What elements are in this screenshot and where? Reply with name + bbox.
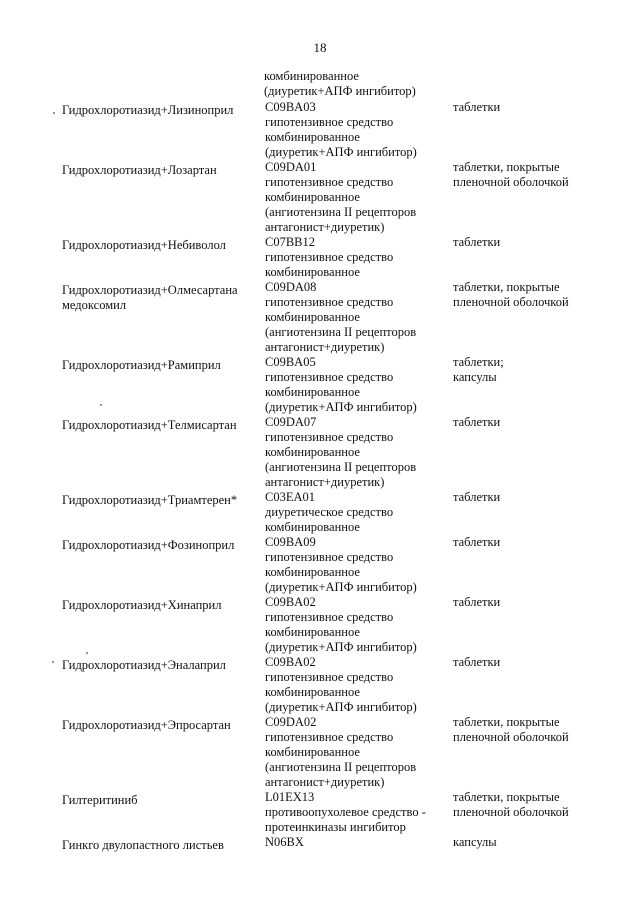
classification-line: (диуретик+АПФ ингибитор) [265,145,417,159]
atc-classification [265,355,455,415]
atc-code: L01EX13 [265,790,315,804]
drug-list [0,100,640,850]
scan-speck [86,652,88,654]
atc-classification [265,160,455,235]
dosage-form-line: таблетки, покрытые [453,160,560,174]
classification-line: комбинированное [265,310,360,324]
dosage-form-line: таблетки [453,655,501,669]
classification-line: гипотензивное средство [265,295,394,309]
page-number: 18 [313,40,327,55]
classification-line: гипотензивное средство [265,430,394,444]
classification-line: (ангиотензина II рецепторов [265,460,417,474]
dosage-form [453,790,623,820]
drug-name-line: медоксомил [62,298,127,312]
classification-line: диуретическое средство [265,505,394,519]
dosage-form [453,595,623,610]
atc-classification [265,835,455,850]
classification-line: комбинированное [265,565,360,579]
atc-code: C09BA02 [265,595,316,609]
classification-line: (ангиотензина II рецепторов [265,325,417,339]
drug-name [62,793,262,808]
drug-name [62,493,262,508]
drug-name-line: Гидрохлоротиазид+Триамтерен* [62,493,238,507]
drug-name-line: Гидрохлоротиазид+Эпросартан [62,718,231,732]
classification-line: (диуретик+АПФ ингибитор) [265,700,417,714]
classification-line: комбинированное [265,190,360,204]
scan-speck [52,661,54,663]
atc-code: C09DA01 [265,160,317,174]
drug-name [62,598,262,613]
dosage-form-line: пленочной оболочкой [453,730,569,744]
drug-name-line: Гидрохлоротиазид+Лизиноприл [62,103,234,117]
dosage-form [453,355,623,385]
scan-speck [53,112,55,114]
drug-name-line: Гинкго двулопастного листьев [62,838,224,852]
atc-classification [265,715,455,790]
dosage-form-line: таблетки; [453,355,504,369]
drug-name-line: Гидрохлоротиазид+Небиволол [62,238,226,252]
atc-code: C07BB12 [265,235,316,249]
drug-entry [0,790,640,835]
drug-entry [0,490,640,535]
drug-name [62,163,262,178]
classification-line: комбинированное [265,520,360,534]
dosage-form-line: капсулы [453,835,497,849]
atc-classification [265,790,455,835]
classification-line: протеинкиназы ингибитор [265,820,406,834]
atc-code: N06BX [265,835,304,849]
classification-line: гипотензивное средство [265,175,394,189]
scan-speck [100,404,102,406]
atc-code: C09BA02 [265,655,316,669]
dosage-form [453,490,623,505]
classification-line: гипотензивное средство [265,730,394,744]
classification-line: комбинированное [265,745,360,759]
classification-line: гипотензивное средство [265,550,394,564]
atc-classification [265,655,455,715]
classification-line: комбинированное [265,265,360,279]
drug-name-line: Гидрохлоротиазид+Эналаприл [62,658,226,672]
atc-classification [265,235,455,280]
drug-name-line: Гидрохлоротиазид+Олмесартана [62,283,238,297]
atc-classification [265,415,455,490]
atc-classification [265,280,455,355]
dosage-form-line: таблетки, покрытые [453,715,560,729]
drug-name-line: Гидрохлоротиазид+Фозиноприл [62,538,235,552]
drug-entry [0,160,640,235]
atc-code: C09DA08 [265,280,317,294]
drug-entry [0,280,640,355]
classification-line: антагонист+диуретик) [265,475,385,489]
drug-entry [0,835,640,850]
classification-line: комбинированное [265,385,360,399]
dosage-form [453,280,623,310]
dosage-form-line: таблетки, покрытые [453,790,560,804]
drug-entry [0,535,640,595]
classification-line: (диуретик+АПФ ингибитор) [265,640,417,654]
dosage-form-line: таблетки, покрытые [453,280,560,294]
classification-line: гипотензивное средство [265,610,394,624]
classification-line: комбинированное [265,625,360,639]
drug-name-line: Гидрохлоротиазид+Рамиприл [62,358,221,372]
drug-name-line: Гидрохлоротиазид+Хинаприл [62,598,222,612]
classification-line: (ангиотензина II рецепторов [265,205,417,219]
dosage-form [453,100,623,115]
dosage-form [453,835,623,850]
classification-line: гипотензивное средство [265,670,394,684]
drug-name [62,418,262,433]
drug-name-line: Гидрохлоротиазид+Лозартан [62,163,217,177]
classification-line: гипотензивное средство [265,250,394,264]
dosage-form [453,160,623,190]
dosage-form [453,415,623,430]
classification-line: (ангиотензина II рецепторов [265,760,417,774]
drug-name [62,658,262,673]
dosage-form-line: капсулы [453,370,497,384]
atc-classification [265,100,455,160]
drug-entry [0,595,640,655]
dosage-form [453,235,623,250]
atc-classification [265,595,455,655]
drug-entry [0,235,640,280]
dosage-form-line: пленочной оболочкой [453,295,569,309]
atc-code: C09DA02 [265,715,317,729]
continuation-line: (диуретик+АПФ ингибитор) [264,84,416,98]
classification-line: противоопухолевое средство - [265,805,426,819]
atc-code: C03EA01 [265,490,315,504]
classification-line: (диуретик+АПФ ингибитор) [265,580,417,594]
drug-name [62,718,262,733]
classification-line: (диуретик+АПФ ингибитор) [265,400,417,414]
drug-entry [0,100,640,160]
dosage-form [453,655,623,670]
dosage-form-line: таблетки [453,535,501,549]
classification-line: комбинированное [265,685,360,699]
drug-name-line: Гидрохлоротиазид+Телмисартан [62,418,237,432]
classification-line: антагонист+диуретик) [265,220,385,234]
atc-code: C09BA09 [265,535,316,549]
continuation-line: комбинированное [264,69,359,83]
dosage-form-line: таблетки [453,415,501,429]
drug-entry [0,355,640,415]
dosage-form-line: таблетки [453,235,501,249]
dosage-form-line: таблетки [453,100,501,114]
dosage-form-line: таблетки [453,595,501,609]
drug-entry [0,715,640,790]
classification-line: комбинированное [265,130,360,144]
classification-line: гипотензивное средство [265,115,394,129]
dosage-form [453,535,623,550]
dosage-form-line: пленочной оболочкой [453,805,569,819]
dosage-form [453,715,623,745]
drug-name [62,538,262,553]
drug-name [62,103,262,118]
atc-code: C09DA07 [265,415,317,429]
dosage-form-line: таблетки [453,490,501,504]
atc-code: C09BA03 [265,100,316,114]
classification-line: антагонист+диуретик) [265,340,385,354]
drug-name [62,358,262,373]
atc-classification [265,490,455,535]
classification-line: комбинированное [265,445,360,459]
drug-name [62,238,262,253]
classification-line: гипотензивное средство [265,370,394,384]
drug-name-line: Гилтеритиниб [62,793,138,807]
drug-name [62,283,262,313]
atc-code: C09BA05 [265,355,316,369]
atc-classification [265,535,455,595]
drug-name [62,838,262,853]
classification-line: антагонист+диуретик) [265,775,385,789]
continuation-block [264,69,416,99]
dosage-form-line: пленочной оболочкой [453,175,569,189]
drug-entry [0,415,640,490]
drug-entry [0,655,640,715]
